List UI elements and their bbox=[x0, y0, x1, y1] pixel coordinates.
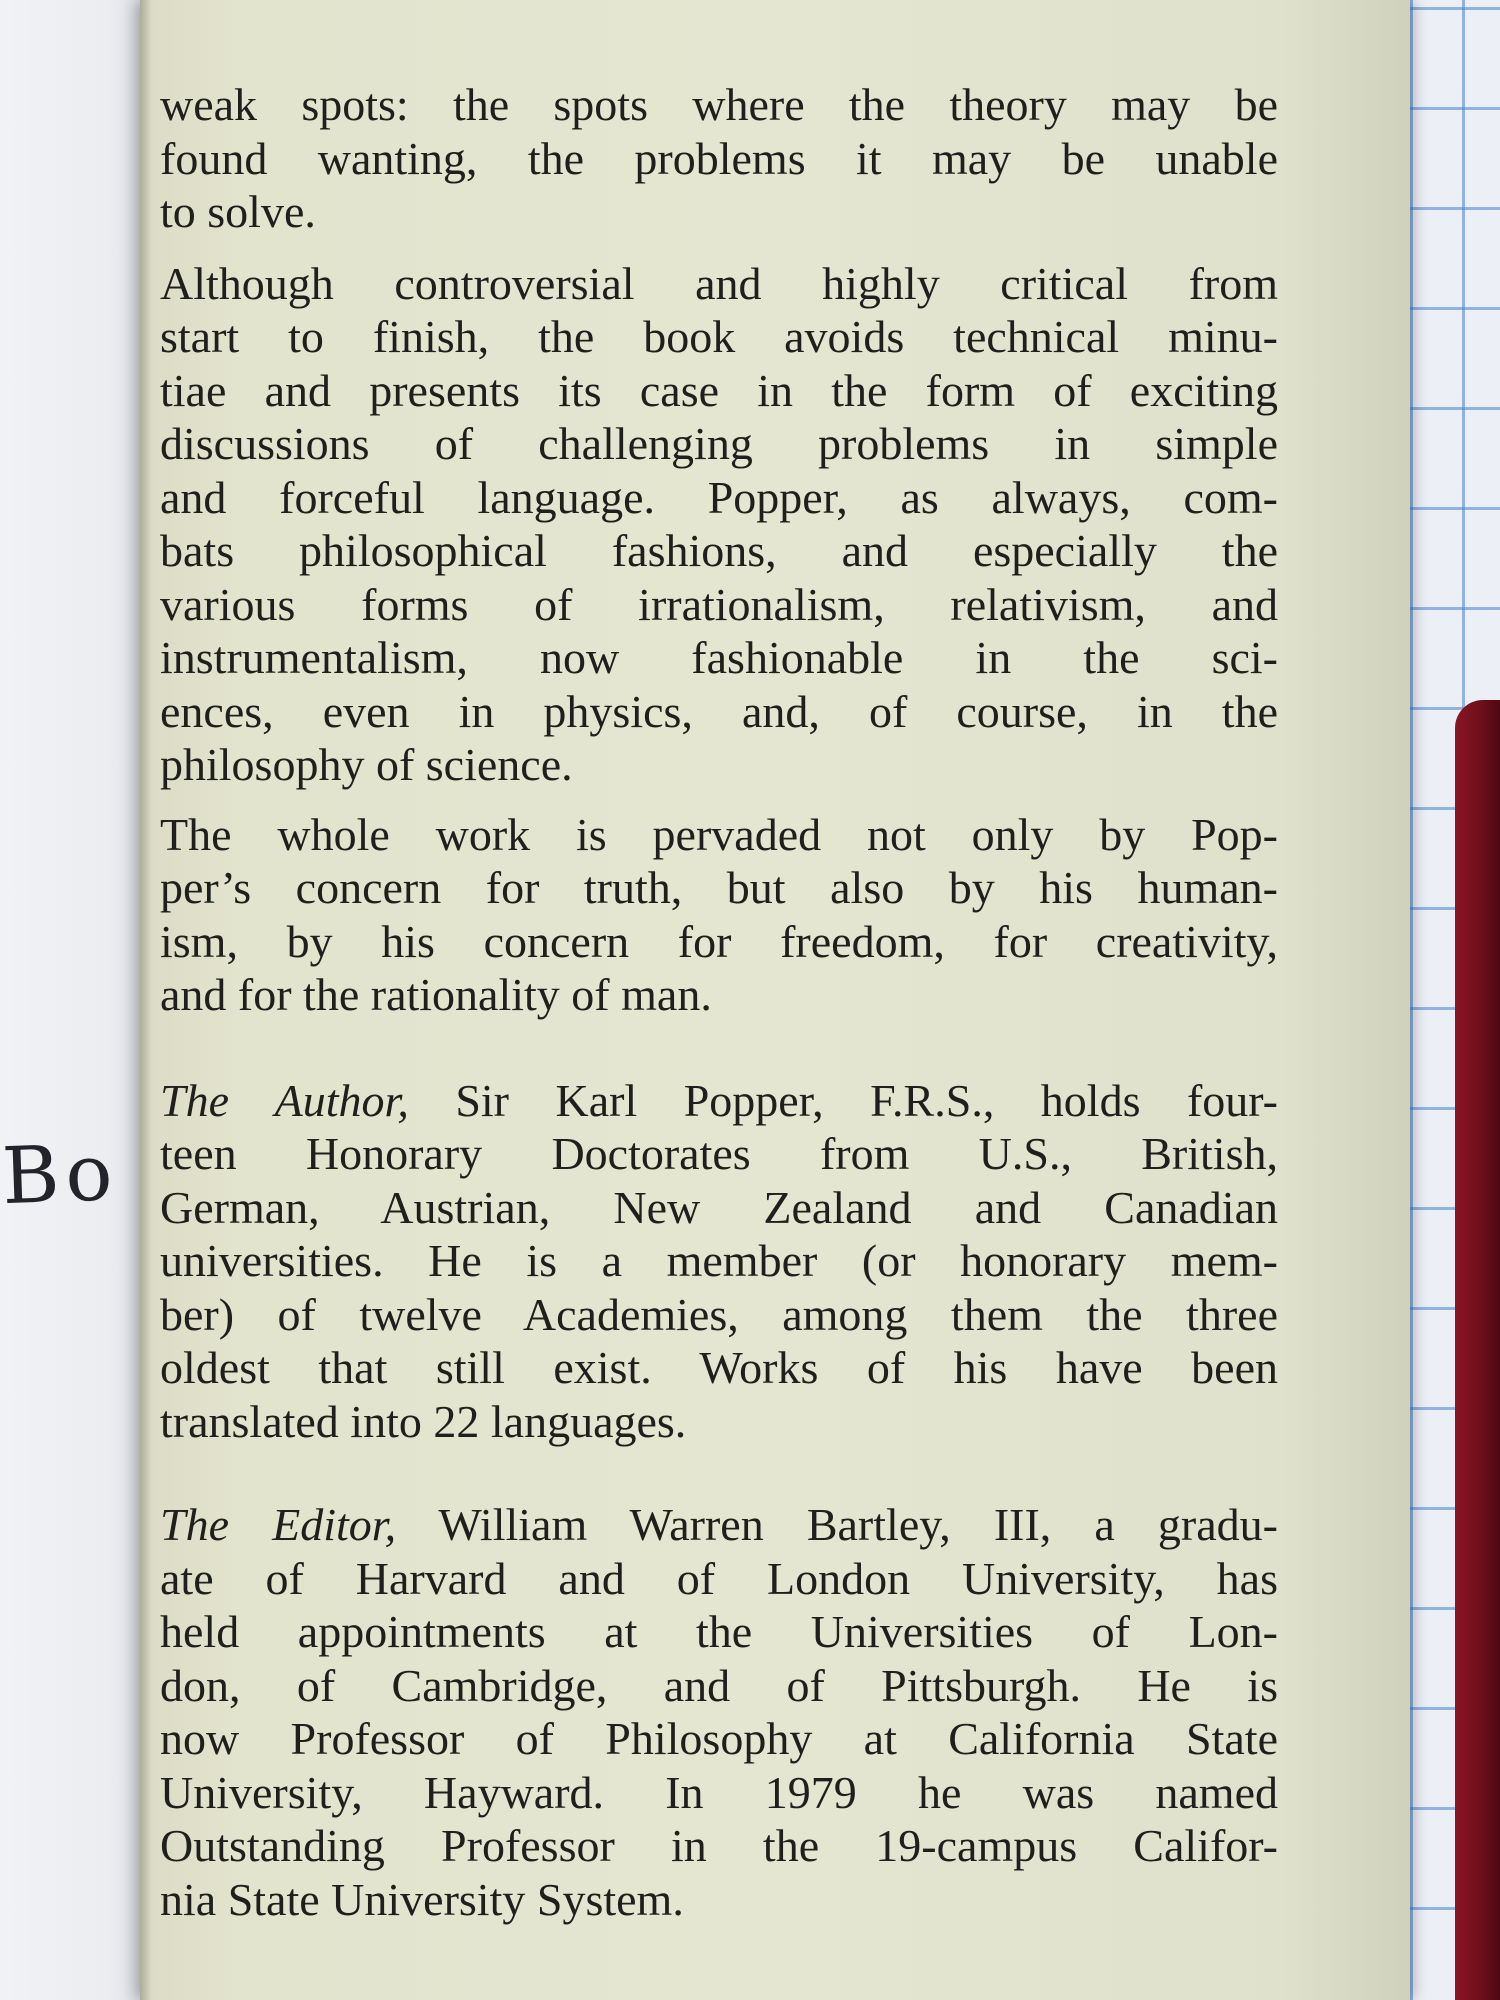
text-line: found wanting, the problems it may be unable bbox=[160, 132, 1278, 184]
text-line: translated into 22 languages. bbox=[160, 1395, 687, 1447]
paragraph-author-bio bbox=[160, 1074, 1278, 1449]
red-binder-edge bbox=[1455, 700, 1500, 2000]
paragraph-whole-work bbox=[160, 808, 1278, 1022]
text-line: weak spots: the spots where the theory may be bbox=[160, 79, 1278, 130]
text-line: bats philosophical fashions, and especially the bbox=[160, 525, 1278, 576]
text-line: instrumentalism, now fashionable in the sci- bbox=[160, 632, 1278, 683]
author-lead: The Author, bbox=[160, 1074, 409, 1126]
paragraph-weak-spots bbox=[160, 78, 1278, 239]
text-line: now Professor of Philosophy at California State bbox=[160, 1713, 1278, 1764]
jacket-text bbox=[160, 78, 1278, 1926]
text-line: philosophy of science. bbox=[160, 739, 573, 790]
author-first-line: Sir Karl Popper, F.R.S., holds four- bbox=[408, 1074, 1278, 1126]
text-line: various forms of irrationalism, relativism, and bbox=[160, 578, 1278, 630]
text-line: universities. He is a member (or honorary mem- bbox=[160, 1235, 1278, 1286]
text-line: ber) of twelve Academies, among them the three bbox=[160, 1288, 1278, 1340]
text-line: discussions of challenging problems in simple bbox=[160, 418, 1278, 469]
text-line: The whole work is pervaded not only by Pop- bbox=[160, 808, 1278, 860]
jacket-edge-shadow bbox=[140, 0, 152, 2000]
text-line: nia State University System. bbox=[160, 1873, 684, 1925]
text-line: teen Honorary Doctorates from U.S., British, bbox=[160, 1128, 1278, 1179]
editor-lead: The Editor, bbox=[160, 1499, 397, 1550]
text-line bbox=[160, 1074, 1278, 1128]
text-line: Outstanding Professor in the 19-campus Califor- bbox=[160, 1820, 1278, 1871]
text-line: start to finish, the book avoids technical minu- bbox=[160, 311, 1278, 362]
paragraph-controversial bbox=[160, 257, 1278, 792]
text-line bbox=[160, 1498, 1278, 1552]
left-notepaper bbox=[0, 0, 150, 2000]
text-line: University, Hayward. In 1979 he was named bbox=[160, 1766, 1278, 1818]
text-line: don, of Cambridge, and of Pittsburgh. He is bbox=[160, 1659, 1278, 1711]
text-line: oldest that still exist. Works of his have been bbox=[160, 1342, 1278, 1393]
text-line: held appointments at the Universities of Lon- bbox=[160, 1606, 1278, 1657]
text-line: and forceful language. Popper, as always, com- bbox=[160, 471, 1278, 523]
handwritten-note: Bo bbox=[0, 1128, 120, 1223]
text-line: per’s concern for truth, but also by his human- bbox=[160, 862, 1278, 913]
text-line: German, Austrian, New Zealand and Canadian bbox=[160, 1181, 1278, 1233]
paragraph-editor-bio bbox=[160, 1498, 1278, 1926]
text-line: ate of Harvard and of London University, has bbox=[160, 1552, 1278, 1604]
text-line: tiae and presents its case in the form of exciting bbox=[160, 364, 1278, 416]
text-line: ences, even in physics, and, of course, in the bbox=[160, 685, 1278, 737]
text-line: ism, by his concern for freedom, for creativity, bbox=[160, 915, 1278, 967]
text-line: and for the rationality of man. bbox=[160, 969, 712, 1020]
editor-first-line: William Warren Bartley, III, a gradu- bbox=[396, 1499, 1278, 1550]
text-line: to solve. bbox=[160, 186, 316, 237]
text-line: Although controversial and highly critical from bbox=[160, 257, 1278, 309]
